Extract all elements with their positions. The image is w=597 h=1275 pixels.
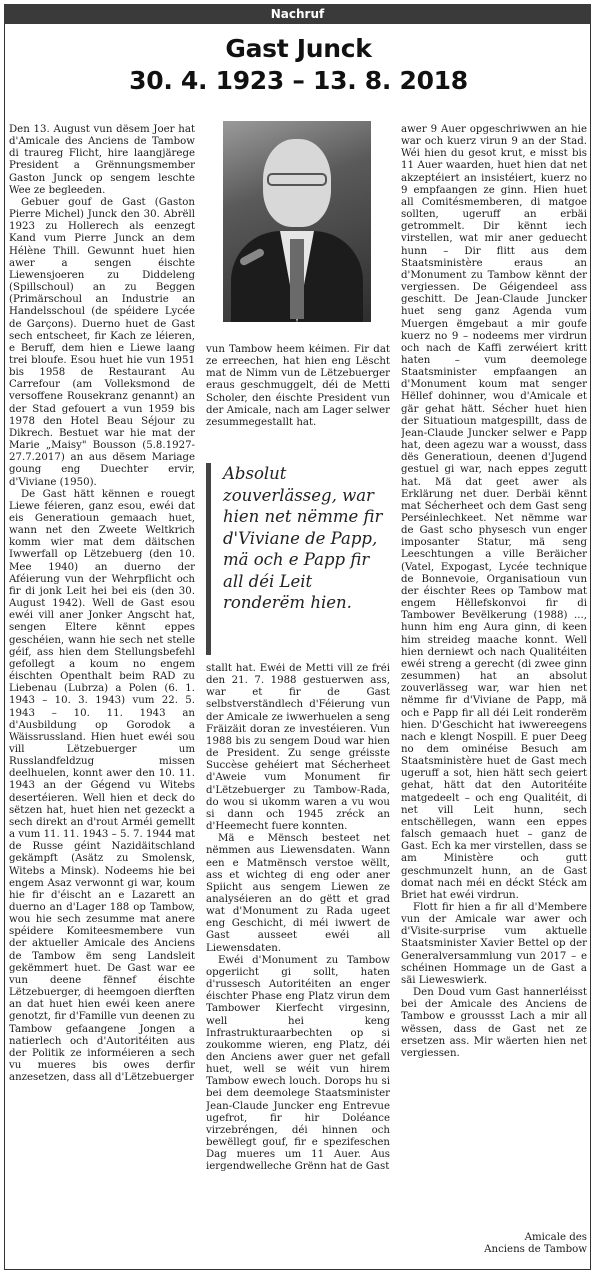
pull-quote: Absolut zouverlässeg, war hien net nëmme fir d'Viviane de Papp, mä och e Papp fir all déi Leit ronderëm hien.	[206, 463, 390, 655]
headline-dates: 30. 4. 1923 – 13. 8. 2018	[129, 66, 468, 95]
paragraph: Ewéi d'Monument zu Tambow opgeriicht gi sollt, haten d'russesch Autoritéiten an enger éischter Phase eng Platz virun dem Tambower Kierfecht virgesinn, well hei keng Infrastrukturaarbechten op si zoukomme wieren, eng Platz, déi den Anciens awer guer net gefall huet, well se wéit vun hirem Tambow ewech louch. Dorops hu si bei dem deemolege Staatsminister Jean-Claude Juncker eng Entrevue ugefrot, fir hir Doléance virzebréngen, déi hinnen och bewëllegt gouf, fir e spezifeschen Dag mueres um 11 Auer. Aus iergendwelleche Grënn hat de Gast	[206, 954, 390, 1173]
paragraph: Den Doud vum Gast hannerléisst bei der Amicale des Anciens de Tambow e groussst Lach a mir all wëssen, dass de Gast net ze ersetzen ass. Mir wäerten hien net vergiessen.	[401, 987, 587, 1059]
column-2-bottom	[206, 663, 390, 1258]
paragraph: vun Tambow heem kéimen. Fir dat ze erreechen, hat hien eng Lëscht mat de Nimm vun de Lëtzebuerger eraus geschmuggelt, déi de Metti Scholer, den éischte President vun der Amicale, nach am Lager selwer zesummegestallt hat.	[206, 344, 390, 428]
paragraph: De Gast hätt kënnen e rouegt Liewe féieren, ganz esou, ewéi dat eis Generatioun gemaach huet, wann net den Zweete Weltkrich komm wier mat dem däitschen Iwwerfall op Lëtzebuerg (den 10. Mee 1940) an duerno der Aféierung vun der Wehrpflicht och fir di jonk Leit hei bei eis (den 30. August 1942). Well de Gast esou ewéi vill aner Jonker Angscht hat, sengen Eltere kënnt eppes geschéien, wann hie sech net stelle géif, ass hien dem Stellungsbefehl gefollegt a koum no engem éischten Openthalt beim RAD zu Liebenau (Lubrza) a Polen (6. 1. 1943 – 10. 3. 1943) vum 22. 5. 1943 – 10. 11. 1943 an d'Ausbildung op Gorodok a Wäissrussland. Hien huet ewéi sou vill Lëtzebuerger um Russlandfeldzug missen deelhuelen, konnt awer den 10. 11. 1943 an der Gégend vu Witebs desertéieren. Well hien et deck do sëtzen hat, huet hien net gezeckt a sech direkt an d'rout Arméi gemellt a vum 11. 11. 1943 – 5. 7. 1944 mat de Russe géint Nazidäitschland gekämpft (Asätz zu Smolensk, Witebs a Minsk). Nodeems hie bei engem Asaz verwonnt gi war, koum hie fir d'éischt an e Lazarett an duerno an d'Lager 188 op Tambow, wou hie sech zesumme mat anere spéidere Komiteesmembere vun der aktueller Amicale des Anciens de Tambow ëm seng Landsleit gekëmmert huet. De Gast war ee vun deene fënnef éischte Lëtzebuerger, di heemgoen dierften an dat huet hien ewéi keen anere genotzt, fir d'Famille vun deenen zu Tambow gefaangene Jongen a natierlech och d'Autoritéiten aus der Politik ze informéieren a sech vu mueres bis owes derfir anzesetzen, dass all d'Lëtzebuerger	[9, 488, 195, 1084]
paragraph: awer 9 Auer opgeschriwwen an hie war och kuerz virun 9 an der Stad. Wéi hien du gesot krut, e misst bis 11 Auer waarden, huet hien dat net akzeptéiert an insistéiert, kuerz no 9 empfaangen ze ginn. Hien huet all Comitésmemberen, di matgoe sollten, ugeruff an erbäi getrommelt. Dir kënnt iech virstellen, wat mir aner geduecht hunn – Dir flitt aus dem Staatsministère eraus an d'Monument zu Tambow kënnt der vergiessen. De Géigendeel ass geschitt. De Jean-Claude Juncker huet seng ganz Agenda vum Muergen ëmgebaut a mir goufe kuerz no 9 – nodeems mer virdrun och nach de Kaffi zerwéiert kritt haten – vum deemolege Staatsminister empfaangen an d'Monument koum mat senger Hëllef dohinner, wou d'Amicale et gär gehat hätt. Sécher huet hien der Situatioun matgespillt, dass de Jean-Claude Juncker selwer e Papp hat, deen agezu war a wousst, dass dës Generatioun, deenen d'Jugend gestuel gi war, nach eppes zegutt hat. Mä dat geet awer als Erklärung net duer. Derbäi kënnt mat Sécherheet och dem Gast seng Perséinlechkeet. Net nëmme war de Gast scho physesch vun enger imposanter Statur, mä seng Leeschtungen a ville Beräicher (Vatel, Expogast, Lycée technique de Bonnevoie, Organisatioun vun der éischter Rees op Tambow mat engem Hëllefskonvoi fir di Tambower Bevëlkerung (1988) ..., hunn him eng Aura ginn, di keen him streideg maache konnt. Well hien derniewt och nach Qualitéiten ewéi streng a gerecht (di zwee ginn zesummen) hat an absolut zouverlässeg war, war hien net nëmme fir d'Viviane de Papp, mä och e Papp fir all déi Leit ronderëm hien. D'Geschicht hat iwwereegens nach e klengt Nospill. E puer Deeg no dem ominéise Besuch am Staatsministère huet de Gast mech ugeruff a sot, hien hätt sech geiert gehat, hätt dat den Autoritéite matgedeelt – och eng Qualitéit, di net vill Leit hunn, sech entschëllegen, wann een eppes falsch gemaach huet – ganz de Gast. Ech ka mer virstellen, dass se am Ministère och gutt geschmunzelt hunn, an de Gast domat nach méi en déckt Stéck am Briet hat ewéi virdrun.	[401, 124, 587, 901]
portrait-photo	[223, 121, 371, 322]
headline-name: Gast Junck	[225, 34, 372, 63]
signature	[401, 1232, 587, 1256]
column-2-top	[206, 344, 390, 456]
section-header: Nachruf	[4, 4, 591, 24]
column-3	[401, 124, 587, 1258]
signature-line-1: Amicale des	[524, 1232, 587, 1243]
paragraph: Gebuer gouf de Gast (Gaston Pierre Michel) Junck den 30. Abrëll 1923 zu Hollerech als eenzegt Kand vum Pierre Junck an dem Hélène Thill. Gewunnt huet hien awer a sengen éischte Liewensjoeren zu Diddeleng (Spillschoul) an zu Beggen (Primärschoul an Industrie an Handelsschoul (de spéidere Lycée de Garçons). Duerno huet de Gast sech entscheet, fir Kach ze léieren, e Beruff, dem hien e Liewe laang trei bloufe. Esou huet hie vun 1951 bis 1958 de Restaurant Au Carrefour (am Volleksmond de versoffene Rousekranz genannt) an der Stad gefouert a vun 1959 bis 1978 den Hotel Beau Séjour zu Dikrech. Bestuet war hie mat der Marie „Maisy" Bousson (5.8.1927-27.7.2017) an aus dësem Mariage goung eng Duechter ervir, d'Viviane (1950).	[9, 196, 195, 488]
paragraph: stallt hat. Ewéi de Metti vill ze fréi den 21. 7. 1988 gestuerwen ass, war et fir de Gast selbstverständlech d'Féierung vun der Amicale ze iwwerhuelen a seng Fräizäit doran ze investéieren. Vun 1988 bis zu sengem Doud war hien de President. Zu senge gréisste Succèse gehéiert mat Sécherheet d'Aweie vum Monument fir d'Lëtzebuerger zu Tambow-Rada, do wou si ukomm waren a vu wou si dann och 1945 zréck an d'Heemecht fuere konnten.	[206, 663, 390, 833]
column-1	[9, 124, 195, 1258]
paragraph: Den 13. August vun dësem Joer hat d'Amicale des Anciens de Tambow di traureg Flicht, hire laangjärege President a Grënnungsmember Gaston Junck op sengem leschte Wee ze begleeden.	[9, 124, 195, 196]
paragraph: Flott fir hien a fir all d'Membere vun der Amicale war awer och d'Visite-surprise vum aktuelle Staatsminister Xavier Bettel op der Generalversammlung vun 2017 – e schéinen Hommage un de Gast a säi Lieweswierk.	[401, 902, 587, 986]
paragraph: Mä e Mënsch besteet net nëmmen aus Liewensdaten. Wann een e Matmënsch verstoe wëllt, ass et wichteg di eng oder aner Spiicht aus sengem Liewen ze analyséieren an do gëtt et grad wat d'Monument zu Rada ugeet eng Geschicht, di méi iwwert de Gast ausseet ewéi all Liewensdaten.	[206, 833, 390, 954]
signature-line-2: Anciens de Tambow	[484, 1244, 587, 1256]
